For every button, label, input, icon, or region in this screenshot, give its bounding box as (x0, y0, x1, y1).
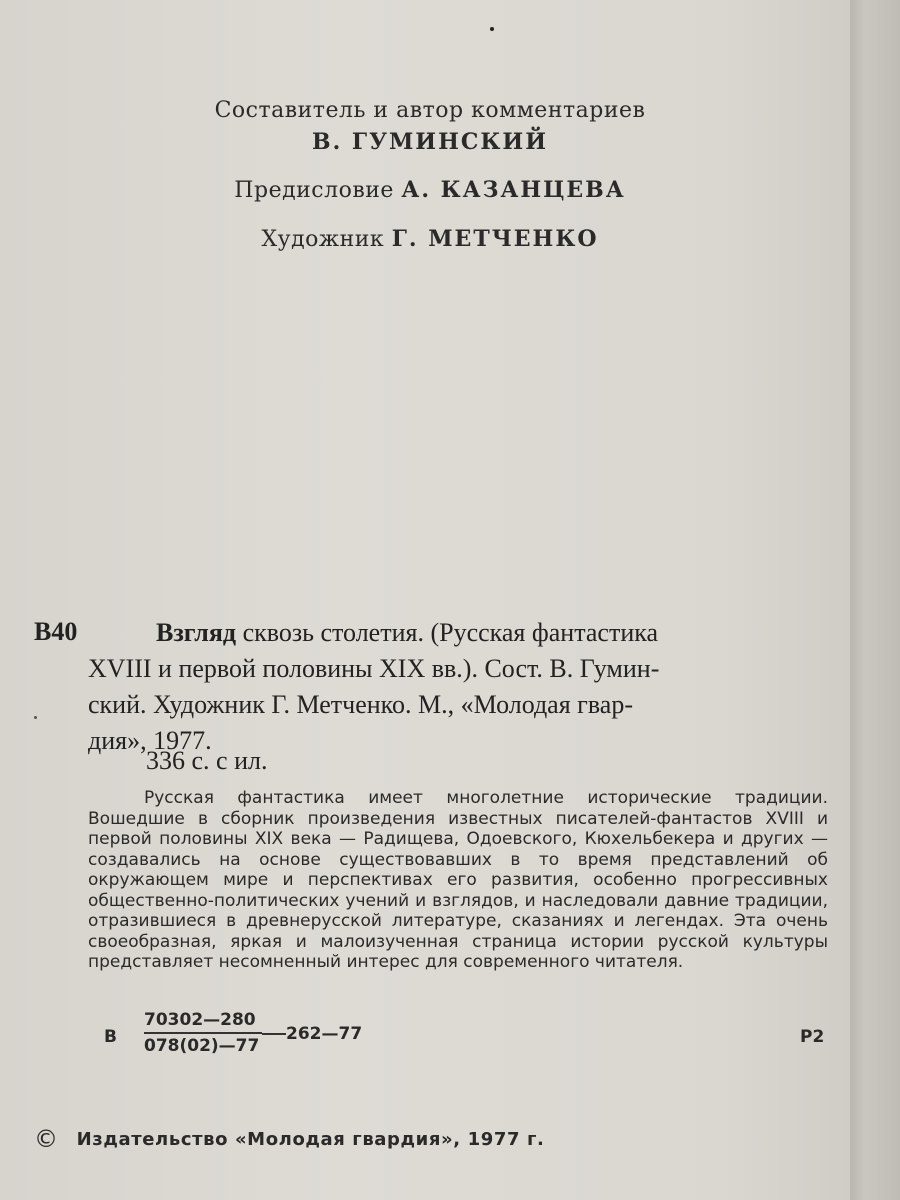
catalog-class: Р2 (800, 1027, 825, 1047)
bib-line-4: дия», 1977. (88, 726, 212, 755)
compiler-label: Составитель и автор комментариев (214, 98, 646, 123)
fraction-line (262, 1033, 286, 1035)
print-speck (34, 716, 37, 719)
bib-line-1-rest: сквозь столетия. (Русская фантастика (236, 618, 659, 647)
catalog-numerator: 70302—280 (144, 1010, 262, 1034)
print-speck (490, 27, 494, 31)
catalog-letter: В (104, 1027, 117, 1047)
book-title: Взгляд (156, 618, 237, 647)
bibliographic-code: В40 (34, 617, 78, 646)
artist-name: Г. МЕТЧЕНКО (391, 226, 599, 252)
bib-line-3: ский. Художник Г. Метченко. М., «Молодая гвар- (88, 690, 633, 719)
artist-credit (0, 226, 860, 252)
annotation-text: Русская фантастика имеет многолетние исторические традиции. Вошедшие в сборник произведения известных писателей-фантастов XVIII и первой половины XIX века — Радищева, Одоевского, Кюхельбекера и других — создавались на основе существовавших в то время представлений об окружающем мире и перспективах его развития, особенно прогрессивных общественно-политических учений и взглядов, и наследовали давние традиции, отразившиеся в древнерусской литературе, сказаниях и легендах. Эта очень своеобразная, яркая и малоизученная страница истории русской культуры представляет несомненный интерес для современного читателя. (88, 788, 828, 972)
preface-credit (0, 177, 860, 203)
catalog-fraction (144, 1010, 262, 1056)
copyright-line (34, 1125, 544, 1153)
bib-line-1 (156, 615, 658, 651)
copyright-icon: © (34, 1125, 59, 1153)
catalog-suffix: 262—77 (286, 1024, 363, 1044)
bib-line-2: XVIII и первой половины XIX вв.). Сост. В. Гумин- (88, 654, 660, 683)
compiler-name: В. ГУМИНСКИЙ (312, 129, 548, 155)
copyright-text: Издательство «Молодая гвардия», 1977 г. (76, 1129, 545, 1150)
page-count: 336 с. с ил. (146, 746, 268, 775)
preface-name: А. КАЗАНЦЕВА (401, 177, 626, 203)
catalog-denominator: 078(02)—77 (144, 1036, 260, 1056)
artist-label: Художник (261, 227, 385, 252)
preface-label: Предисловие (234, 178, 394, 203)
